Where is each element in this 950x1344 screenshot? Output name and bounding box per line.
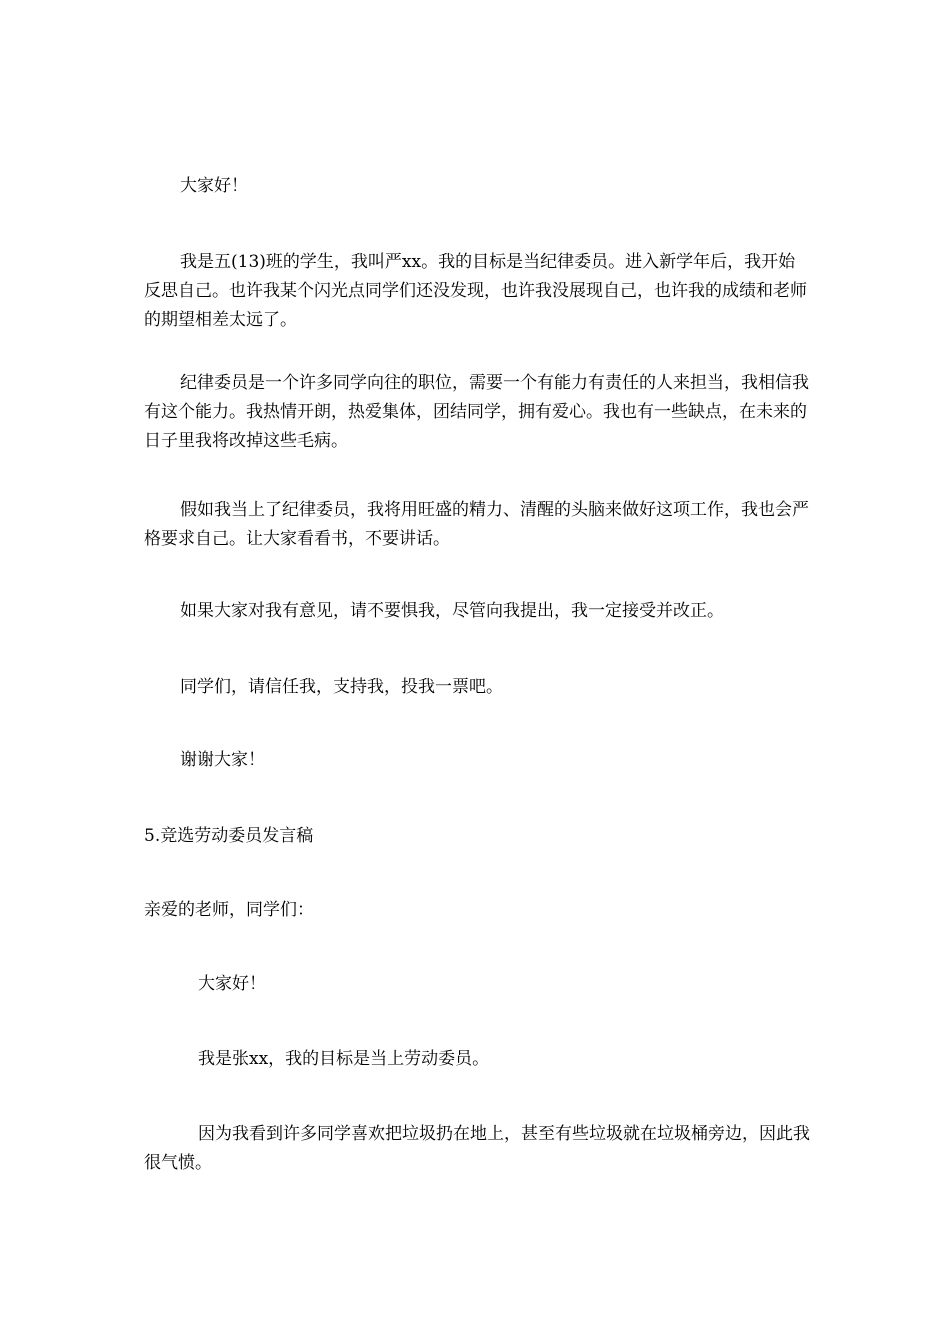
paragraph-feedback: 如果大家对我有意见，请不要惧我，尽管向我提出，我一定接受并改正。 xyxy=(180,601,724,621)
paragraph-self-intro: 我是张xx，我的目标是当上劳动委员。 xyxy=(198,1049,490,1069)
paragraph-reason: 因为我看到许多同学喜欢把垃圾扔在地上，甚至有些垃圾就在垃圾桶旁边，因此我很气愤。 xyxy=(144,1124,810,1173)
greeting-2: 大家好！ xyxy=(198,974,266,994)
closing-thanks: 谢谢大家！ xyxy=(180,750,265,770)
greeting-1: 大家好！ xyxy=(180,176,248,196)
salutation: 亲爱的老师，同学们： xyxy=(144,900,314,920)
paragraph-introduction: 我是五(13)班的学生，我叫严xx。我的目标是当纪律委员。进入新学年后，我开始反思自己。也许我某个闪光点同学们还没发现，也许我没展现自己，也许我的成绩和老师的期望相差太远了。 xyxy=(144,252,807,330)
section-heading: 5.竞选劳动委员发言稿 xyxy=(144,826,314,846)
paragraph-qualification: 纪律委员是一个许多同学向往的职位，需要一个有能力有责任的人来担当，我相信我有这个能力。我热情开朗，热爱集体，团结同学，拥有爱心。我也有一些缺点，在未来的日子里我将改掉这些毛病。 xyxy=(144,373,809,451)
paragraph-vote-request: 同学们，请信任我，支持我，投我一票吧。 xyxy=(180,677,503,697)
paragraph-promise: 假如我当上了纪律委员，我将用旺盛的精力、清醒的头脑来做好这项工作，我也会严格要求自己。让大家看看书，不要讲话。 xyxy=(144,500,809,549)
